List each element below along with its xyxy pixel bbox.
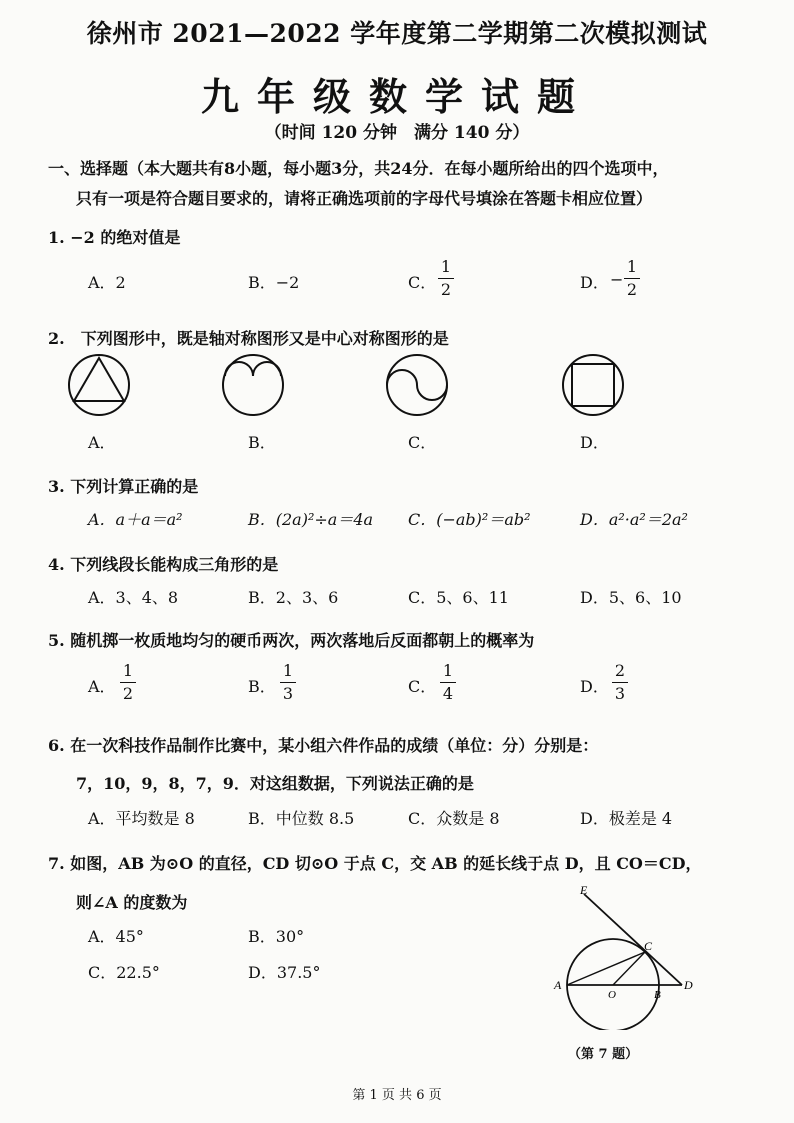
q5-option-d-label: D．: [580, 677, 609, 696]
q1-option-b: B．−2: [248, 273, 300, 292]
q4-stem: 4. 下列线段长能构成三角形的是: [48, 555, 279, 574]
q5-stem: 5. 随机掷一枚质地均匀的硬币两次，两次落地后反面都朝上的概率为: [48, 631, 535, 650]
fraction-bar: [440, 682, 456, 683]
q1-stem: 1. −2 的绝对值是: [48, 228, 181, 247]
label-b: B: [654, 989, 661, 1001]
q1-d-numerator: 1: [626, 257, 638, 276]
q1-d-denominator: 2: [626, 280, 638, 299]
section1-instructions-line2: 只有一项是符合题目要求的，请将正确选项前的字母代号填涂在答题卡相应位置）: [76, 189, 653, 208]
q6-option-c: C．众数是 8: [408, 809, 500, 828]
q4-option-d: D．5、6、10: [580, 588, 682, 607]
q7-geometry-figure: [540, 880, 710, 1030]
q5-option-c-fraction: [440, 662, 456, 703]
q7-option-d: D．37.5°: [248, 963, 321, 982]
q2-figure-c-circle-wave: [384, 352, 450, 418]
q5-option-b-fraction: [280, 662, 296, 703]
q1-c-numerator: 1: [440, 257, 452, 276]
label-d: D: [684, 978, 693, 992]
exam-header-title: 徐州市 2021—2022 学年度第二学期第二次模拟测试: [86, 19, 708, 48]
line-oc: [613, 952, 645, 985]
q5-option-a-label: A．: [88, 677, 116, 696]
q1-option-d-label: D．: [580, 273, 609, 292]
q2-option-c: C．: [408, 433, 437, 452]
q1-option-d-fraction: [624, 258, 640, 299]
q5-option-d-fraction: [612, 662, 628, 703]
q3-stem: 3. 下列计算正确的是: [48, 477, 199, 496]
q5-a-numerator: 1: [122, 661, 134, 680]
q1-option-d-sign: −: [610, 270, 624, 289]
q4-option-a: A．3、4、8: [88, 588, 179, 607]
q5-c-numerator: 1: [442, 661, 454, 680]
label-a: A: [554, 978, 562, 992]
q1-option-a: A．2: [88, 273, 126, 292]
q3-option-d: D．a²·a²＝2a²: [580, 510, 688, 529]
q5-c-denominator: 4: [442, 684, 454, 703]
q7-figure-caption: （第 7 题）: [568, 1047, 639, 1062]
q5-a-denominator: 2: [122, 684, 134, 703]
q1-option-c-fraction: [438, 258, 454, 299]
q2-figure-b-circle-heart: [220, 352, 286, 418]
page-footer: 第 1 页 共 6 页: [352, 1088, 442, 1103]
q5-option-c-label: C．: [408, 677, 437, 696]
q5-b-numerator: 1: [282, 661, 294, 680]
fraction-bar: [612, 682, 628, 683]
q2-option-b: B．: [248, 433, 276, 452]
label-o: O: [608, 989, 616, 1001]
section1-instructions-line1: 一、选择题（本大题共有8小题，每小题3分，共24分．在每小题所给出的四个选项中，: [48, 159, 669, 178]
q1-option-c-label: C．: [408, 273, 437, 292]
q5-option-a-fraction: [120, 662, 136, 703]
q2-stem: 2. 下列图形中，既是轴对称图形又是中心对称图形的是: [48, 329, 449, 348]
q3-option-b: B．(2a)²÷a＝4a: [248, 510, 374, 529]
q2-figure-a-circle-triangle: [66, 352, 132, 418]
q4-option-c: C．5、6、11: [408, 588, 509, 607]
q7-option-c: C．22.5°: [88, 963, 160, 982]
label-c: C: [644, 939, 653, 953]
q6-option-d: D．极差是 4: [580, 809, 673, 828]
q5-d-numerator: 2: [614, 661, 626, 680]
exam-subject-title: 九年级数学试题: [200, 74, 593, 119]
q5-b-denominator: 3: [282, 684, 294, 703]
q6-option-b: B．中位数 8.5: [248, 809, 355, 828]
q2-option-a: A．: [88, 433, 116, 452]
q7-option-b: B．30°: [248, 927, 305, 946]
q7-stem: 7. 如图，AB 为⊙O 的直径，CD 切⊙O 于点 C，交 AB 的延长线于点 D，且 CO＝CD，: [48, 854, 702, 873]
q2-figure-d-circle-square: [560, 352, 626, 418]
q5-d-denominator: 3: [614, 684, 626, 703]
q7-option-a: A．45°: [88, 927, 144, 946]
q3-option-a: A．a＋a＝a²: [88, 510, 183, 529]
label-e: E: [580, 883, 588, 897]
q6-stem: 6. 在一次科技作品制作比赛中，某小组六件作品的成绩（单位：分）分别是：: [48, 736, 599, 755]
q3-option-c: C．(−ab)²＝ab²: [408, 510, 531, 529]
fraction-bar: [120, 682, 136, 683]
line-ac: [567, 952, 645, 985]
q6-stem-line2: 7，10，9，8，7，9．对这组数据，下列说法正确的是: [76, 774, 474, 793]
exam-info: （时间 120 分钟 满分 140 分）: [264, 123, 530, 143]
fraction-bar: [280, 682, 296, 683]
q7-stem-line2: 则∠A 的度数为: [76, 893, 188, 912]
q6-option-a: A．平均数是 8: [88, 809, 195, 828]
q1-c-denominator: 2: [440, 280, 452, 299]
q2-option-d: D．: [580, 433, 609, 452]
fraction-bar: [438, 278, 454, 279]
q5-option-b-label: B．: [248, 677, 276, 696]
fraction-bar: [624, 278, 640, 279]
q4-option-b: B．2、3、6: [248, 588, 339, 607]
